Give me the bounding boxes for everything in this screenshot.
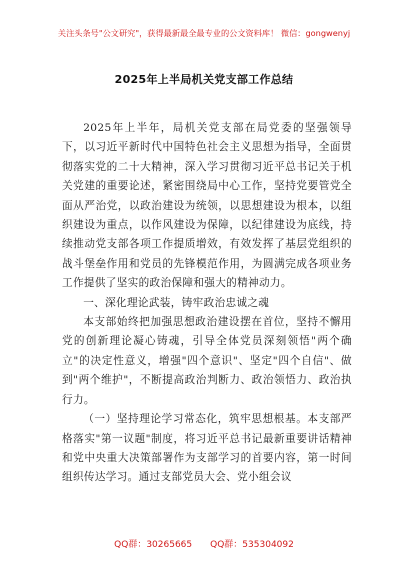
header-banner: 关注头条号"公文研究"，获得最新最全最专业的公文资料库！ 微信：gongwenyj (57, 28, 351, 38)
section-heading-1: 一、深化理论武装，铸牢政治忠诚之魂 (83, 296, 270, 309)
document-body (62, 119, 352, 488)
intro-paragraph: 2025年上半年，局机关党支部在局党委的坚强领导下，以习近平新时代中国特色社会主义思想为指导，全面贯彻落实党的二十大精神，深入学习贯彻习近平总书记关于机关党建的重要论述，紧密围绕局中心工作，坚持党要管党全面从严治党，以政治建设为统领，以思想建设为根本，以组织建设为重点，以作风建设为保障，以纪律建设为底线，持续推动党支部各项工作提质增效，有效发挥了基层党组织的战斗堡垒作用和党员的先锋模范作用，为圆满完成各项业务工作提供了坚实的政治保障和强大的精神动力。 (62, 122, 352, 290)
footer-qq-group-1: QQ群：30265665 (114, 540, 193, 550)
footer-qq-group-2: QQ群：535304092 (210, 540, 294, 550)
subsection-paragraph: （一）坚持理论学习常态化，筑牢思想根基。本支部严格落实"第一议题"制度，将习近平总书记最新重要讲话精神和党中央重大决策部署作为支部学习的首要内容，第一时间组织传达学习。通过支部党员大会、党小组会议 (62, 413, 352, 484)
footer-contact (0, 537, 408, 550)
body-paragraph: 本支部始终把加强思想政治建设摆在首位，坚持不懈用党的创新理论凝心铸魂，引导全体党员深刻领悟"两个确立"的决定性意义，增强"四个意识"、坚定"四个自信"、做到"两个维护"，不断提高政治判断力、政治领悟力、政治执行力。 (62, 316, 352, 406)
document-title: 2025年上半局机关党支部工作总结 (114, 73, 294, 86)
